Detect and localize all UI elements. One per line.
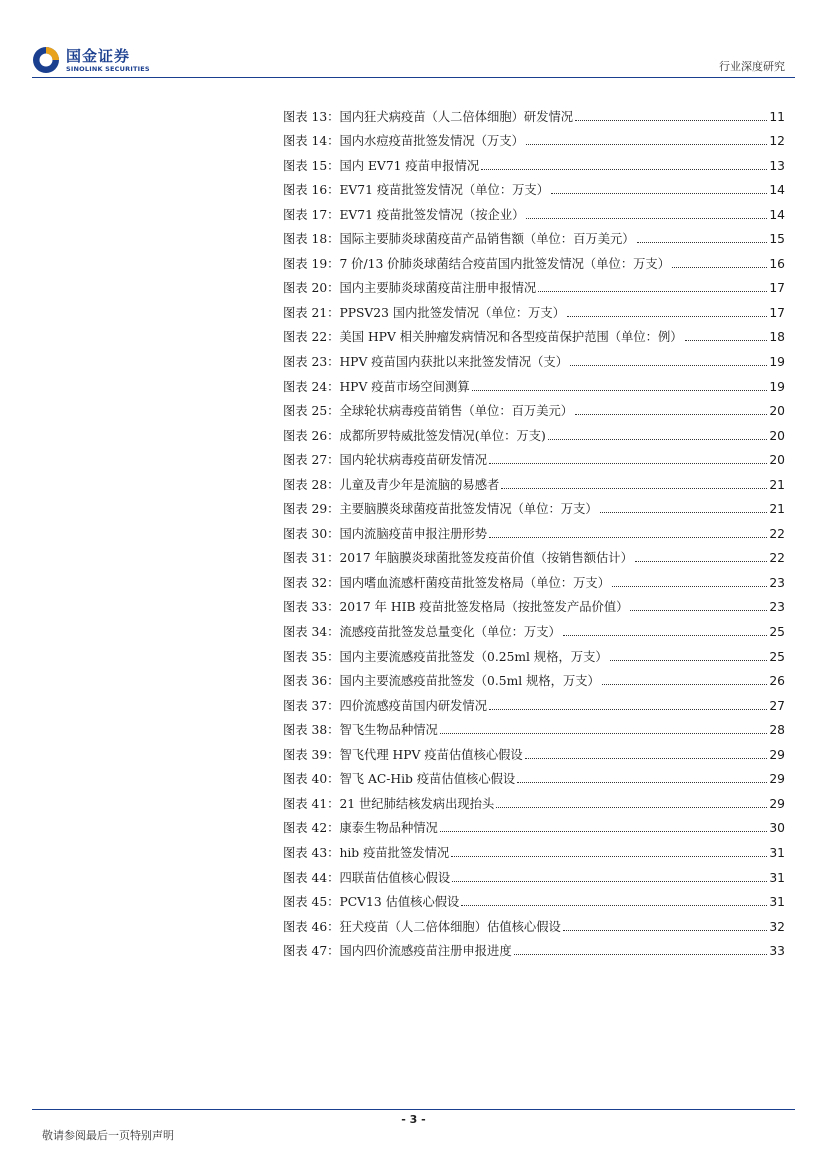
toc-entry-title: 国内主要肺炎球菌疫苗注册申报情况 <box>339 281 537 296</box>
toc-entry-label: 图表 38： <box>283 723 340 738</box>
toc-entry-page: 22 <box>769 551 785 566</box>
toc-entry-page: 31 <box>769 895 785 910</box>
toc-entry-title: 国内主要流感疫苗批签发（0.25ml 规格，万支） <box>339 649 608 664</box>
toc-leader-dots <box>685 340 768 341</box>
toc-entry[interactable] <box>283 763 785 788</box>
toc-entry-title: PCV13 估值核心假设 <box>339 895 460 910</box>
toc-entry-page: 14 <box>769 207 785 222</box>
toc-entry[interactable] <box>283 836 785 861</box>
toc-entry-page: 28 <box>769 723 785 738</box>
toc-leader-dots <box>440 831 768 832</box>
toc-entry-label: 图表 33： <box>283 600 340 615</box>
toc-entry-label: 图表 18： <box>283 232 340 247</box>
toc-entry[interactable] <box>283 566 785 591</box>
toc-entry[interactable] <box>283 787 785 812</box>
toc-entry-page: 27 <box>769 698 785 713</box>
toc-entry-title: 国内水痘疫苗批签发情况（万支） <box>339 134 524 149</box>
toc-entry[interactable] <box>283 345 785 370</box>
toc-leader-dots <box>526 144 767 145</box>
toc-leader-dots <box>630 610 767 611</box>
toc-entry-page: 22 <box>769 526 785 541</box>
toc-entry-page: 12 <box>769 134 785 149</box>
toc-entry-label: 图表 40： <box>283 772 340 787</box>
toc-entry-label: 图表 17： <box>283 207 340 222</box>
toc-entry-label: 图表 43： <box>283 845 340 860</box>
toc-entry-label: 图表 15： <box>283 158 340 173</box>
toc-entry-label: 图表 47： <box>283 944 340 959</box>
toc-entry-title: 成都所罗特威批签发情况(单位：万支) <box>339 428 546 443</box>
toc-leader-dots <box>575 120 767 121</box>
toc-leader-dots <box>563 930 768 931</box>
toc-entry[interactable] <box>283 125 785 150</box>
toc-entry[interactable] <box>283 812 785 837</box>
toc-leader-dots <box>472 390 768 391</box>
toc-entry-page: 18 <box>769 330 785 345</box>
toc-entry[interactable] <box>283 591 785 616</box>
toc-entry-title: 2017 年脑膜炎球菌批签发疫苗价值（按销售额估计） <box>339 551 633 566</box>
toc-entry-label: 图表 16： <box>283 183 340 198</box>
toc-entry-label: 图表 45： <box>283 895 340 910</box>
toc-leader-dots <box>551 193 767 194</box>
toc-leader-dots <box>563 635 768 636</box>
toc-entry-title: 四联苗估值核心假设 <box>339 870 451 885</box>
toc-entry[interactable] <box>283 493 785 518</box>
toc-entry-title: 美国 HPV 相关肿瘤发病情况和各型疫苗保护范围（单位：例） <box>339 330 683 345</box>
toc-entry[interactable] <box>283 665 785 690</box>
toc-entry-title: 7 价/13 价肺炎球菌结合疫苗国内批签发情况（单位：万支） <box>339 256 671 271</box>
toc-entry-title: 智飞代理 HPV 疫苗估值核心假设 <box>339 747 523 762</box>
toc-entry-page: 32 <box>769 919 785 934</box>
toc-entry[interactable] <box>283 149 785 174</box>
toc-entry-title: hib 疫苗批签发情况 <box>339 845 450 860</box>
toc-entry-label: 图表 27： <box>283 453 340 468</box>
logo-text-cn: 国金证券 <box>66 47 131 65</box>
toc-entry-title: EV71 疫苗批签发情况（单位：万支） <box>339 183 550 198</box>
toc-entry-label: 图表 13： <box>283 109 340 124</box>
toc-leader-dots <box>481 169 767 170</box>
toc-entry-label: 图表 34： <box>283 625 340 640</box>
toc-entry-label: 图表 39： <box>283 747 340 762</box>
toc-entry-page: 29 <box>769 747 785 762</box>
toc-entry-title: 国内主要流感疫苗批签发（0.5ml 规格，万支） <box>339 674 600 689</box>
toc-entry-label: 图表 32： <box>283 575 340 590</box>
toc-entry-label: 图表 26： <box>283 428 340 443</box>
toc-entry-label: 图表 22： <box>283 330 340 345</box>
toc-entry[interactable] <box>283 910 785 935</box>
toc-entry-page: 11 <box>769 109 785 124</box>
toc-entry-title: 国内狂犬病疫苗（人二倍体细胞）研发情况 <box>339 109 574 124</box>
header-divider <box>32 77 795 78</box>
toc-entry-title: 2017 年 HIB 疫苗批签发格局（按批签发产品价值） <box>339 600 629 615</box>
toc-entry-label: 图表 23： <box>283 355 340 370</box>
toc-entry-label: 图表 24： <box>283 379 340 394</box>
toc-entry-page: 16 <box>769 256 785 271</box>
toc-entry-label: 图表 42： <box>283 821 340 836</box>
toc-entry-page: 20 <box>769 428 785 443</box>
toc-leader-dots <box>602 684 767 685</box>
toc-entry-page: 26 <box>769 674 785 689</box>
toc-entry-label: 图表 44： <box>283 870 340 885</box>
toc-entry-label: 图表 36： <box>283 674 340 689</box>
toc-entry-label: 图表 14： <box>283 134 340 149</box>
toc-entry-title: 四价流感疫苗国内研发情况 <box>339 698 488 713</box>
toc-leader-dots <box>637 242 768 243</box>
toc-entry-label: 图表 29： <box>283 502 340 517</box>
company-logo <box>32 44 162 78</box>
toc-entry[interactable] <box>283 370 785 395</box>
toc-leader-dots <box>610 660 768 661</box>
toc-entry-page: 13 <box>769 158 785 173</box>
toc-entry-title: 国内 EV71 疫苗申报情况 <box>339 158 480 173</box>
toc-entry-page: 21 <box>769 477 785 492</box>
toc-leader-dots <box>526 218 767 219</box>
toc-entry[interactable] <box>283 100 785 125</box>
toc-entry[interactable] <box>283 886 785 911</box>
toc-entry-title: PPSV23 国内批签发情况（单位：万支） <box>339 305 566 320</box>
toc-entry[interactable] <box>283 468 785 493</box>
toc-entry[interactable] <box>283 395 785 420</box>
toc-entry-title: 流感疫苗批签发总量变化（单位：万支） <box>339 625 561 640</box>
toc-entry[interactable] <box>283 296 785 321</box>
toc-entry-title: 主要脑膜炎球菌疫苗批签发情况（单位：万支） <box>339 502 598 517</box>
toc-entry-title: 儿童及青少年是流脑的易感者 <box>339 477 500 492</box>
toc-entry-title: 国内四价流感疫苗注册申报进度 <box>339 944 512 959</box>
toc-entry-title: EV71 疫苗批签发情况（按企业） <box>339 207 525 222</box>
toc-leader-dots <box>461 905 767 906</box>
toc-entry-page: 33 <box>769 944 785 959</box>
toc-entry[interactable] <box>283 861 785 886</box>
toc-entry-page: 31 <box>769 870 785 885</box>
toc-entry-page: 21 <box>769 502 785 517</box>
toc-entry[interactable] <box>283 640 785 665</box>
toc-entry[interactable] <box>283 935 785 960</box>
toc-entry[interactable] <box>283 247 785 272</box>
toc-leader-dots <box>612 586 767 587</box>
toc-entry-label: 图表 28： <box>283 477 340 492</box>
toc-leader-dots <box>548 439 768 440</box>
toc-entry-page: 14 <box>769 183 785 198</box>
toc-entry-page: 30 <box>769 821 785 836</box>
toc-leader-dots <box>567 316 767 317</box>
toc-entry-title: 智飞生物品种情况 <box>339 723 438 738</box>
toc-entry-label: 图表 30： <box>283 526 340 541</box>
toc-entry-label: 图表 19： <box>283 256 340 271</box>
toc-leader-dots <box>489 537 767 538</box>
toc-entry-page: 29 <box>769 772 785 787</box>
toc-entry[interactable] <box>283 419 785 444</box>
toc-leader-dots <box>600 512 768 513</box>
toc-entry-page: 20 <box>769 453 785 468</box>
page-number: - 3 - <box>401 1113 426 1126</box>
toc-leader-dots <box>525 758 768 759</box>
report-type: 行业深度研究 <box>719 60 785 73</box>
toc-entry[interactable] <box>283 174 785 199</box>
toc-entry[interactable] <box>283 444 785 469</box>
toc-entry-page: 31 <box>769 845 785 860</box>
toc-entry[interactable] <box>283 714 785 739</box>
logo-mark-icon <box>32 46 60 74</box>
toc-leader-dots <box>452 881 767 882</box>
logo-text-en: SINOLINK SECURITIES <box>66 65 150 73</box>
toc-leader-dots <box>451 856 767 857</box>
toc-entry-title: 狂犬疫苗（人二倍体细胞）估值核心假设 <box>339 919 561 934</box>
toc-entry-page: 15 <box>769 232 785 247</box>
toc-entry-label: 图表 25： <box>283 404 340 419</box>
toc-entry-title: 国际主要肺炎球菌疫苗产品销售额（单位：百万美元） <box>339 232 635 247</box>
toc-entry-title: 全球轮状病毒疫苗销售（单位：百万美元） <box>339 404 574 419</box>
toc-entry[interactable] <box>283 198 785 223</box>
toc-entry-page: 19 <box>769 355 785 370</box>
toc-entry-label: 图表 41： <box>283 796 340 811</box>
toc-entry-label: 图表 20： <box>283 281 340 296</box>
toc-entry-page: 23 <box>769 575 785 590</box>
toc-leader-dots <box>517 782 767 783</box>
toc-entry[interactable] <box>283 517 785 542</box>
toc-leader-dots <box>440 733 768 734</box>
figure-index-list <box>283 100 785 959</box>
toc-entry-label: 图表 21： <box>283 305 340 320</box>
toc-entry[interactable] <box>283 542 785 567</box>
toc-leader-dots <box>501 488 767 489</box>
toc-entry-title: 康泰生物品种情况 <box>339 821 438 836</box>
toc-entry-page: 17 <box>769 281 785 296</box>
disclaimer-note: 敬请参阅最后一页特别声明 <box>42 1129 174 1142</box>
toc-entry-label: 图表 31： <box>283 551 340 566</box>
toc-entry-title: 21 世纪肺结核发病出现抬头 <box>339 796 495 811</box>
toc-entry-page: 17 <box>769 305 785 320</box>
toc-entry-title: HPV 疫苗国内获批以来批签发情况（支） <box>339 355 568 370</box>
toc-entry-page: 25 <box>769 625 785 640</box>
toc-entry[interactable] <box>283 738 785 763</box>
toc-leader-dots <box>489 463 767 464</box>
toc-entry-title: 智飞 AC-Hib 疫苗估值核心假设 <box>339 772 516 787</box>
toc-leader-dots <box>635 561 767 562</box>
toc-leader-dots <box>514 954 768 955</box>
toc-entry[interactable] <box>283 321 785 346</box>
toc-entry[interactable] <box>283 272 785 297</box>
toc-entry-page: 19 <box>769 379 785 394</box>
toc-entry-label: 图表 35： <box>283 649 340 664</box>
toc-entry-title: 国内轮状病毒疫苗研发情况 <box>339 453 488 468</box>
toc-entry-title: 国内流脑疫苗申报注册形势 <box>339 526 488 541</box>
footer-divider <box>32 1109 795 1110</box>
toc-entry-title: 国内嗜血流感杆菌疫苗批签发格局（单位：万支） <box>339 575 610 590</box>
toc-entry[interactable] <box>283 689 785 714</box>
toc-leader-dots <box>538 291 767 292</box>
toc-entry-page: 23 <box>769 600 785 615</box>
toc-entry-page: 20 <box>769 404 785 419</box>
toc-leader-dots <box>672 267 767 268</box>
toc-entry[interactable] <box>283 615 785 640</box>
toc-entry-label: 图表 46： <box>283 919 340 934</box>
toc-entry-page: 29 <box>769 796 785 811</box>
toc-entry-page: 25 <box>769 649 785 664</box>
toc-entry-title: HPV 疫苗市场空间测算 <box>339 379 470 394</box>
toc-entry-label: 图表 37： <box>283 698 340 713</box>
toc-leader-dots <box>489 709 767 710</box>
toc-leader-dots <box>575 414 767 415</box>
toc-leader-dots <box>570 365 767 366</box>
toc-entry[interactable] <box>283 223 785 248</box>
toc-leader-dots <box>496 807 767 808</box>
